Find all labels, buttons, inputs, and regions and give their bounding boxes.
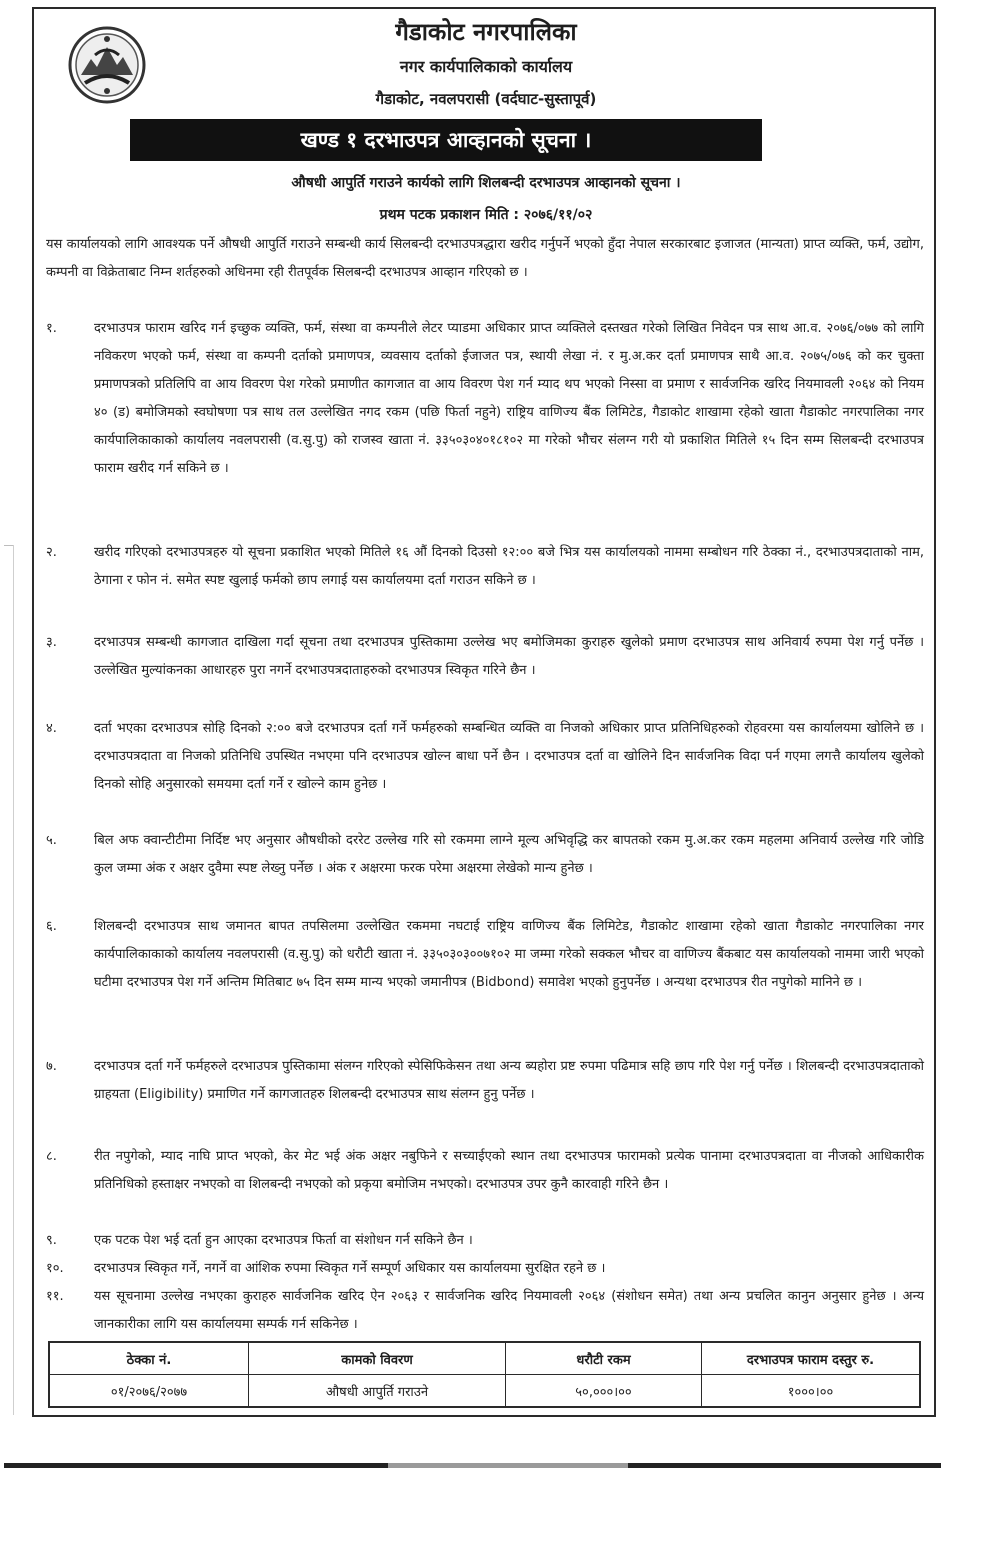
clause-8 (46, 1143, 924, 1199)
header-contract-no: ठेक्का नं. (49, 1342, 249, 1375)
footer-rule-highlight (388, 1463, 628, 1468)
intro-paragraph: यस कार्यालयको लागि आवश्यक पर्ने औषधी आपुर्ति गराउने सम्बन्धी कार्य सिलबन्दी दरभाउपत्रद्धारा खरीद गर्नुपर्ने भएको हुँदा नेपाल सरकारबाट इजाजत (मान्यता) प्राप्त व्यक्ति, फर्म, उद्योग, कम्पनी वा विक्रेताबाट निम्न शर्तहरुको अधिनमा रही रीतपूर्वक सिलबन्दी दरभाउपत्र आव्हान गरिएको छ । (46, 237, 924, 280)
clause-text: रीत नपुगेको, म्याद नाघि प्राप्त भएको, केर मेट भई अंक अक्षर नबुफिने र सच्याईएको स्थान तथा दरभाउपत्र फारामको प्रत्येक पानामा दरभाउपत्रदाता वा नीजको आधिकारीक प्रतिनिधिको हस्ताक्षर नभएको वा शिलबन्दी नभएको को प्रकृया बमोजिम नभएको। दरभाउपत्र उपर कुनै कारवाही गरिने छैन । (94, 1149, 924, 1192)
clause-number: ८. (46, 1149, 57, 1164)
clause-number: ७. (46, 1059, 57, 1074)
clause-text: यस सूचनामा उल्लेख नभएका कुराहरु सार्वजनिक खरिद ऐन २०६३ र सार्वजनिक खरिद नियमावली २०६४ (संशोधन समेत) तथा अन्य प्रचलित कानुन अनुसार हुनेछ । अन्य जानकारीका लागि यस कार्यालयमा सम्पर्क गर्न सकिनेछ । (94, 1289, 924, 1332)
clause-9 (46, 1227, 924, 1255)
cell-form-fee: १०००।०० (702, 1375, 921, 1408)
cell-work-description: औषधी आपुर्ति गराउने (249, 1375, 506, 1408)
clause-text: दर्ता भएका दरभाउपत्र सोहि दिनको २:०० बजे दरभाउपत्र दर्ता गर्ने फर्महरुको सम्बन्धित व्यक्ति वा निजको अधिकार प्राप्त प्रतिनिधिहरुको रोहवरमा यस कार्यालयमा खोलिने छ । दरभाउपत्रदाता वा निजको प्रतिनिधि उपस्थित नभएमा पनि दरभाउपत्र खोल्न बाधा पर्ने छैन । दरभाउपत्र दर्ता वा खोलिने दिन सार्वजनिक विदा पर्न गएमा लगत्तै कार्यालय खुलेको दिनको सोहि अनुसारको समयमा दर्ता गर्ने र खोल्ने काम हुनेछ । (94, 721, 924, 792)
clause-text: एक पटक पेश भई दर्ता हुन आएका दरभाउपत्र फिर्ता वा संशोधन गर्न सकिने छैन । (94, 1233, 473, 1248)
clause-text: दरभाउपत्र स्विकृत गर्ने, नगर्ने वा आंशिक रुपमा स्विकृत गर्ने सम्पूर्ण अधिकार यस कार्यालयमा सुरक्षित रहने छ । (94, 1261, 606, 1276)
clause-3 (46, 629, 924, 685)
publish-date: प्रथम पटक प्रकाशन मिति : २०७६/११/०२ (379, 207, 593, 223)
clause-number: २. (46, 545, 57, 560)
clause-number: ४. (46, 721, 57, 736)
header-deposit-amount: धरौटी रकम (506, 1342, 702, 1375)
office-name: नगर कार्यपालिकाको कार्यालय (399, 57, 573, 76)
clause-number: ५. (46, 833, 57, 848)
clause-6 (46, 913, 924, 997)
clause-number: ११. (46, 1289, 64, 1304)
notice-frame (32, 7, 936, 1417)
clause-11 (46, 1283, 924, 1339)
clause-text: बिल अफ क्वान्टीटीमा निर्दिष्ट भए अनुसार औषधीको दररेट उल्लेख गरि सो रकममा लाग्ने मूल्य अभिवृद्धि कर बापतको रकम मु.अ.कर रकम महलमा अनिवार्य उल्लेख गरि जोडि कुल जम्मा अंक र अक्षर दुवैमा स्पष्ट लेख्नु पर्नेछ । अंक र अक्षरमा फरक परेमा अक्षरमा लेखेको मान्य हुनेछ । (94, 833, 924, 876)
header-form-fee: दरभाउपत्र फाराम दस्तुर रु. (702, 1342, 921, 1375)
clause-5 (46, 827, 924, 883)
table-header-row (49, 1342, 920, 1375)
municipality-name: गैडाकोट नगरपालिका (395, 18, 577, 46)
table-row (49, 1375, 920, 1408)
clause-text: दरभाउपत्र दर्ता गर्ने फर्महरुले दरभाउपत्र पुस्तिकामा संलग्न गरिएको स्पेसिफिकेसन तथा अन्य ब्यहोरा प्रष्ट रुपमा पढिमात्र सहि छाप गरि पेश गर्नु पर्नेछ । शिलबन्दी दरभाउपत्रदाताको ग्राहयता (Eligibility) प्रमाणित गर्ने कागजातहरु शिलबन्दी दरभाउपत्र साथ संलग्न हुनु पर्नेछ । (94, 1059, 924, 1102)
clause-10 (46, 1255, 924, 1283)
clause-2 (46, 539, 924, 595)
tender-table (48, 1341, 921, 1408)
clause-text: खरीद गरिएको दरभाउपत्रहरु यो सूचना प्रकाशित भएको मितिले १६ औं दिनको दिउसो १२:०० बजे भित्र यस कार्यालयको नाममा सम्बोधन गरि ठेक्का नं., दरभाउपत्रदाताको नाम, ठेगाना र फोन नं. समेत स्पष्ट खुलाई फर्मको छाप लगाई यस कार्यालयमा दर्ता गराउन सकिने छ । (94, 545, 924, 588)
clause-text: दरभाउपत्र सम्बन्धी कागजात दाखिला गर्दा सूचना तथा दरभाउपत्र पुस्तिकामा उल्लेख भए बमोजिमका कुराहरु खुलेको प्रमाण दरभाउपत्र साथ अनिवार्य रुपमा पेश गर्नु पर्नेछ । उल्लेखित मुल्यांकनका आधारहरु पुरा नगर्ने दरभाउपत्रदाताहरुको दरभाउपत्र स्विकृत गरिने छैन । (94, 635, 924, 678)
clause-4 (46, 715, 924, 799)
cell-contract-no: ०१/२०७६/२०७७ (49, 1375, 249, 1408)
clause-number: ३. (46, 635, 57, 650)
clause-text: दरभाउपत्र फाराम खरिद गर्न इच्छुक व्यक्ति, फर्म, संस्था वा कम्पनीले लेटर प्याडमा अधिकार प्राप्त व्यक्तिले दस्तखत गरेको लिखित निवेदन पत्र साथ आ.व. २०७६/०७७ को लागि नविकरण भएको फर्म, संस्था वा कम्पनी दर्ताको प्रमाणपत्र, व्यवसाय दर्ताको ईजाजत पत्र, स्थायी लेखा नं. र मु.अ.कर दर्ता प्रमाणपत्र साथै आ.व. २०७५/०७६ को कर चुक्ता प्रमाणपत्रको प्रतिलिपि वा आय विवरण पेश गरेको प्रमाणीत कागजात वा आय विवरण पेश गर्न म्याद थप भएको निस्सा वा प्रमाण र सार्वजनिक खरिद नियमावली २०६४ को नियम ४० (ड) बमोजिमको स्वघोषणा पत्र साथ तल उल्लेखित नगद रकम (पछि फिर्ता नहुने) राष्ट्रिय वाणिज्य बैंक लिमिटेड, गैडाकोट शाखामा रहेको खाता गैडाकोट नगरपालिका नगर कार्यपालिकाकाको कार्यालय नवलपरासी (व.सु.पु) को राजस्व खाता नं. ३३५०३०४०१८१०२ मा गरेको भौचर संलग्न गरी यो प्रकाशित मितिले १५ दिन सम्म सिलबन्दी दरभाउपत्र फाराम खरीद गर्न सकिने छ । (94, 321, 924, 476)
margin-guide-line (13, 545, 14, 1415)
clause-number: १०. (46, 1261, 64, 1276)
clause-number: १. (46, 321, 57, 336)
clause-text: शिलबन्दी दरभाउपत्र साथ जमानत बापत तपसिलमा उल्लेखित रकममा नघटाई राष्ट्रिय वाणिज्य बैंक लिमिटेड, गैडाकोट शाखामा रहेको खाता गैडाकोट नगरपालिका नगर कार्यपालिकाकाको कार्यालय नवलपरासी (व.सु.पु) को धरौटी खाता नं. ३३५०३०३००७१०२ मा जम्मा गरेको सक्कल भौचर वा वाणिज्य बैंकबाट यस कार्यालयको नाममा जारी भएको घटीमा दरभाउपत्र पेश गर्ने अन्तिम मितिबाट ७५ दिन सम्म मान्य भएको जमानीपत्र (Bidbond) समावेश भएको हुनुपर्नेछ । अन्यथा दरभाउपत्र रीत नपुगेको मानिने छ । (94, 919, 924, 990)
notice-banner: खण्ड १ दरभाउपत्र आव्हानको सूचना । (130, 119, 762, 161)
clause-1 (46, 315, 924, 483)
margin-tick (4, 545, 13, 546)
clause-number: ९. (46, 1233, 57, 1248)
office-address: गैडाकोट, नवलपरासी (वर्दघाट-सुस्तापूर्व) (375, 90, 597, 108)
header-work-description: कामको विवरण (249, 1342, 506, 1375)
clause-7 (46, 1053, 924, 1109)
cell-deposit-amount: ५०,०००।०० (506, 1375, 702, 1408)
clause-number: ६. (46, 919, 57, 934)
notice-subtitle: औषधी आपुर्ति गराउने कार्यको लागि शिलबन्दी दरभाउपत्र आव्हानको सूचना । (291, 175, 681, 191)
